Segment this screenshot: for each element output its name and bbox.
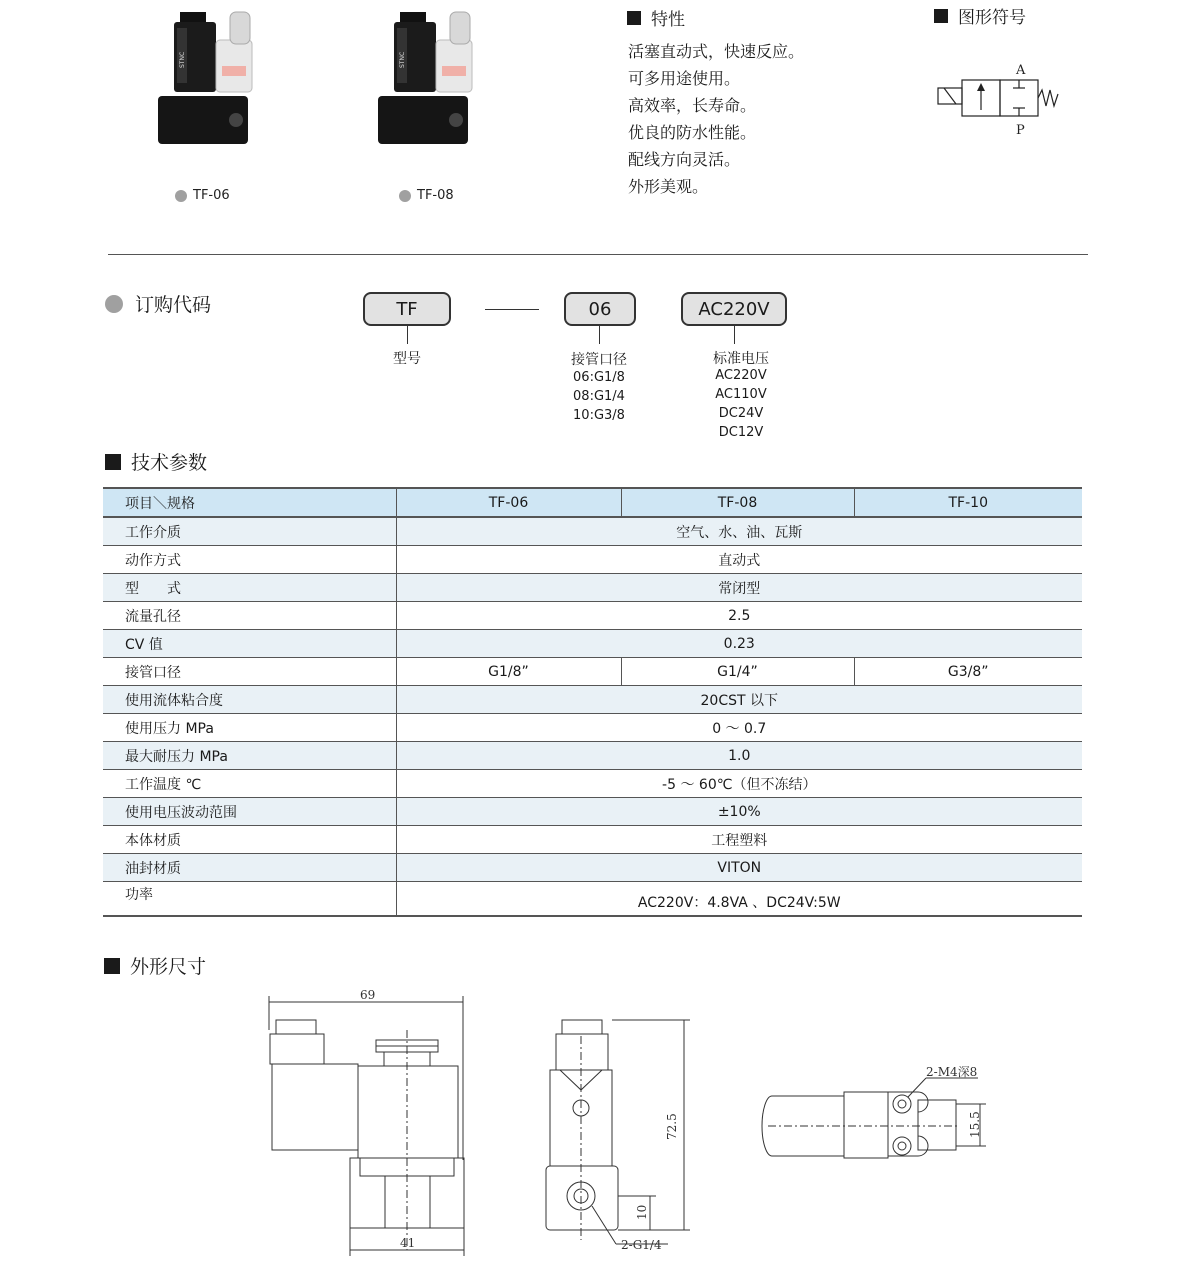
spec-value: 0 ～ 0.7 xyxy=(396,714,1082,742)
product-model: TF-08 xyxy=(417,188,454,203)
spec-value: 空气、水、油、瓦斯 xyxy=(396,517,1082,546)
code-port-box: 06 xyxy=(564,292,636,326)
spec-value: AC220V：4.8VA 、DC24V:5W xyxy=(396,882,1082,917)
product-caption-tf-06 xyxy=(175,188,230,203)
port-option: 06:G1/8 xyxy=(573,370,625,385)
spec-value: ±10% xyxy=(396,798,1082,826)
code-model-box: TF xyxy=(363,292,451,326)
header-cell: TF-06 xyxy=(396,488,621,517)
product-label-text: STNC xyxy=(399,51,406,68)
top-view-drawing xyxy=(762,1065,986,1158)
square-bullet-icon xyxy=(934,9,948,23)
product-model: TF-06 xyxy=(193,188,230,203)
table-row xyxy=(103,770,1082,798)
spec-value: 0.23 xyxy=(396,630,1082,658)
spec-key: 动作方式 xyxy=(103,546,396,574)
table-row xyxy=(103,882,1082,917)
table-row xyxy=(103,714,1082,742)
port-note: 2-G1/4 xyxy=(621,1238,662,1252)
voltage-option: DC24V xyxy=(718,406,764,421)
dim-10: 10 xyxy=(635,1204,649,1220)
spec-key: 工作温度 ℃ xyxy=(103,770,396,798)
valve-symbol-icon xyxy=(930,58,1070,140)
product-label-text: STNC xyxy=(179,51,186,68)
spec-key: 使用压力 MPa xyxy=(103,714,396,742)
product-caption-tf-08 xyxy=(399,188,454,203)
spec-value: 20CST 以下 xyxy=(396,686,1082,714)
mount-note: 2-M4深8 xyxy=(926,1065,978,1079)
feature-item: 外形美观。 xyxy=(628,177,709,196)
port-option: 08:G1/4 xyxy=(573,389,625,404)
model-label: 型号 xyxy=(393,351,421,367)
code-dash xyxy=(485,309,539,310)
spec-value: 常闭型 xyxy=(396,574,1082,602)
code-voltage-box: AC220V xyxy=(681,292,787,326)
square-bullet-icon xyxy=(105,454,121,470)
port-options xyxy=(553,368,645,425)
table-row xyxy=(103,798,1082,826)
spec-value: 2.5 xyxy=(396,602,1082,630)
voltage-option: AC110V xyxy=(715,387,767,402)
order-code-heading: 订购代码 xyxy=(105,290,211,317)
spec-value: G3/8” xyxy=(854,658,1082,686)
voltage-label: 标准电压 xyxy=(713,351,769,367)
table-row xyxy=(103,826,1082,854)
table-row xyxy=(103,602,1082,630)
connector-line xyxy=(599,326,600,344)
square-bullet-icon xyxy=(104,958,120,974)
spec-key: 使用电压波动范围 xyxy=(103,798,396,826)
spec-value: 工程塑料 xyxy=(396,826,1082,854)
side-view-drawing xyxy=(546,1020,690,1252)
dim-41: 41 xyxy=(400,1236,416,1250)
specs-heading: 技术参数 xyxy=(105,448,207,475)
spec-key: 流量孔径 xyxy=(103,602,396,630)
feature-item: 优良的防水性能。 xyxy=(628,123,757,142)
voltage-option: AC220V xyxy=(715,368,767,383)
product-image-tf-06 xyxy=(150,8,260,158)
table-row xyxy=(103,630,1082,658)
spec-value: 直动式 xyxy=(396,546,1082,574)
table-header-row xyxy=(103,488,1082,517)
port-option: 10:G3/8 xyxy=(573,408,625,423)
feature-item: 活塞直动式，快速反应。 xyxy=(628,42,805,61)
port-p-label: P xyxy=(1016,123,1025,138)
dim-69: 69 xyxy=(360,988,376,1002)
table-row xyxy=(103,574,1082,602)
connector-line xyxy=(734,326,735,344)
port-label: 接管口径 xyxy=(571,352,627,368)
front-view-drawing xyxy=(269,988,464,1256)
spec-key: 本体材质 xyxy=(103,826,396,854)
table-row xyxy=(103,854,1082,882)
bullet-dot-icon xyxy=(105,295,123,313)
table-row xyxy=(103,517,1082,546)
connector-line xyxy=(407,326,408,344)
header-cell: 项目＼规格 xyxy=(103,488,396,517)
spec-value: G1/8” xyxy=(396,658,621,686)
features-list xyxy=(628,38,804,200)
table-row xyxy=(103,546,1082,574)
dim-15-5: 15.5 xyxy=(968,1111,982,1138)
feature-item: 高效率，长寿命。 xyxy=(628,96,757,115)
bullet-dot-icon xyxy=(175,190,187,202)
spec-table xyxy=(103,487,1082,917)
spec-key: CV 值 xyxy=(103,630,396,658)
feature-item: 配线方向灵活。 xyxy=(628,150,741,169)
port-a-label: A xyxy=(1016,63,1026,78)
bullet-dot-icon xyxy=(399,190,411,202)
dimensions-heading: 外形尺寸 xyxy=(104,952,206,979)
product-image-tf-08 xyxy=(370,8,480,158)
table-row xyxy=(103,686,1082,714)
spec-value: G1/4” xyxy=(621,658,854,686)
dim-72-5: 72.5 xyxy=(665,1113,679,1140)
header-cell: TF-10 xyxy=(854,488,1082,517)
voltage-option: DC12V xyxy=(718,425,764,440)
spec-key: 油封材质 xyxy=(103,854,396,882)
spec-value: VITON xyxy=(396,854,1082,882)
dimension-drawings xyxy=(0,980,1200,1262)
voltage-options xyxy=(700,366,782,442)
spec-key: 接管口径 xyxy=(103,658,396,686)
table-row xyxy=(103,742,1082,770)
section-divider xyxy=(108,254,1088,255)
spec-key: 型 式 xyxy=(103,574,396,602)
spec-key: 工作介质 xyxy=(103,517,396,546)
table-row xyxy=(103,658,1082,686)
spec-key: 最大耐压力 MPa xyxy=(103,742,396,770)
features-heading: 特性 xyxy=(627,5,685,30)
spec-key: 功率 xyxy=(103,882,396,917)
spec-value: -5 ～ 60℃（但不冻结） xyxy=(396,770,1082,798)
square-bullet-icon xyxy=(627,11,641,25)
spec-value: 1.0 xyxy=(396,742,1082,770)
header-cell: TF-08 xyxy=(621,488,854,517)
symbol-heading: 图形符号 xyxy=(934,3,1026,28)
feature-item: 可多用途使用。 xyxy=(628,69,741,88)
spec-key: 使用流体粘合度 xyxy=(103,686,396,714)
